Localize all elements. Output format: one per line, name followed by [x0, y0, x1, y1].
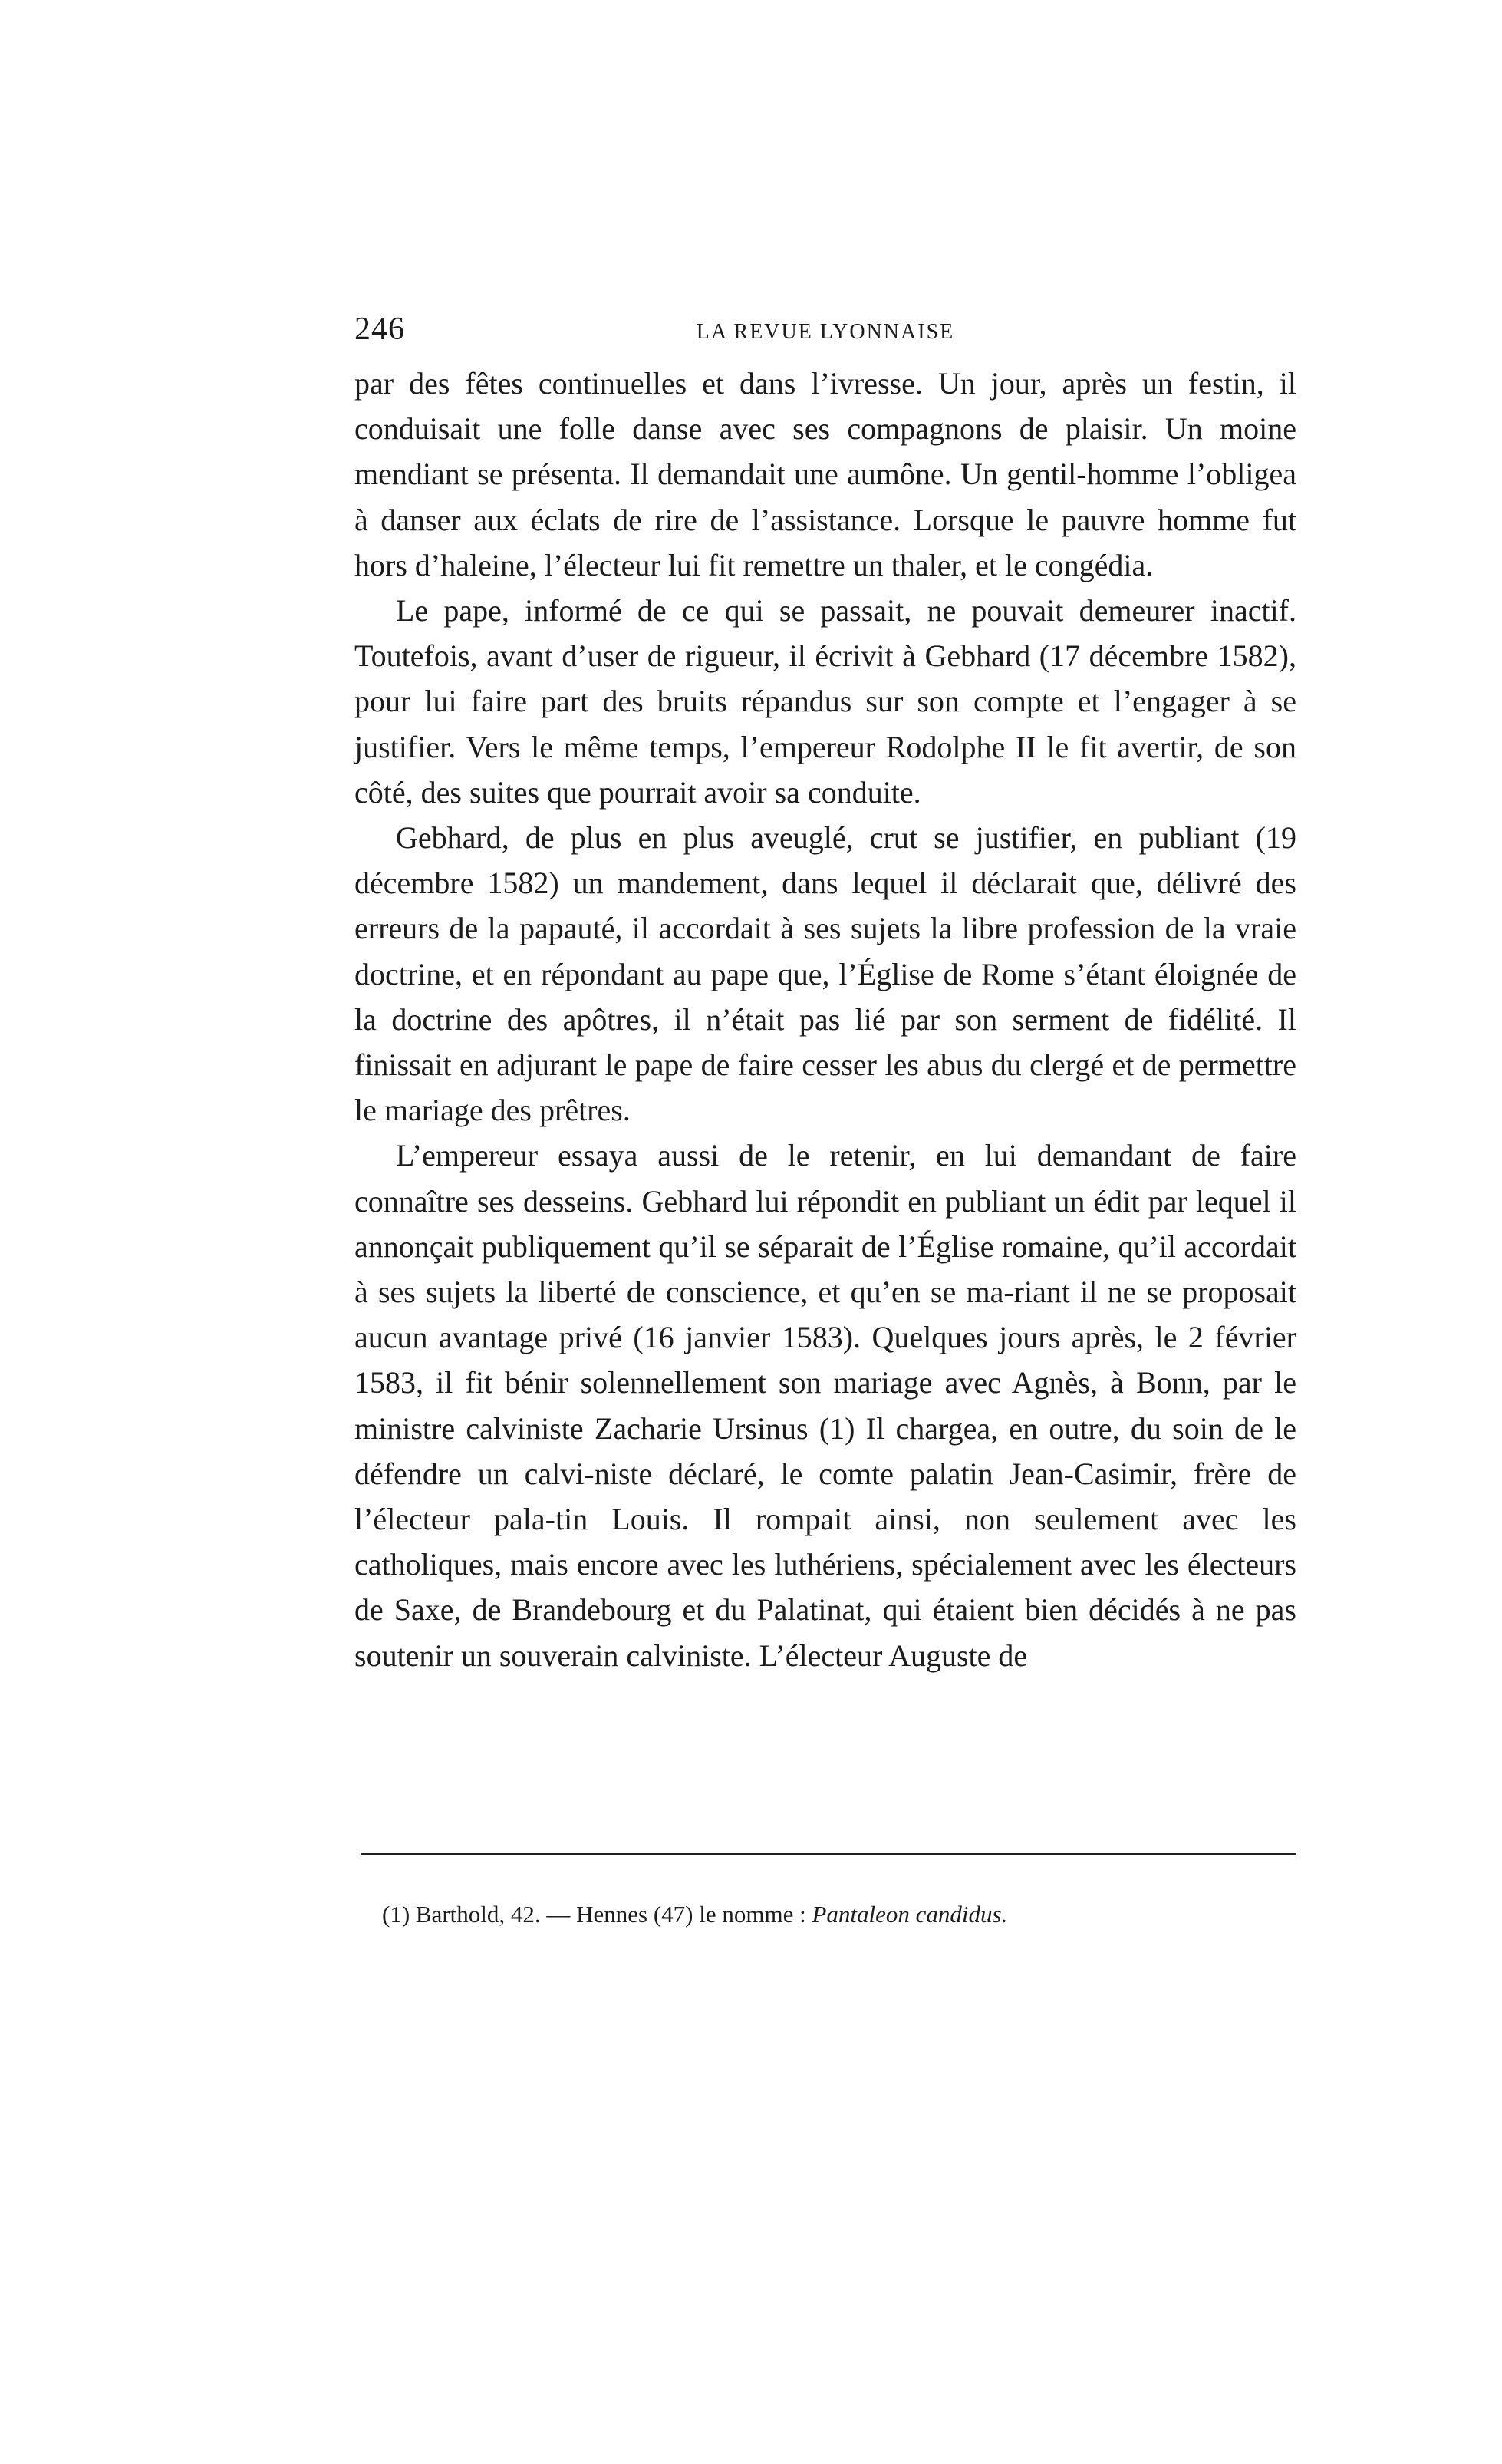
paragraph-3: Gebhard, de plus en plus aveuglé, crut se justifier, en publiant (19 décembre 1582) un mandement, dans lequel il déclarait que, délivré des erreurs de la papauté, il accordait à ses sujets la libre profession de la vraie doctrine, et en répondant au pape que, l’Église de Rome s’étant éloignée de la doctrine des apôtres, il n’était pas lié par son serment de fidélité. Il finissait en adjurant le pape de faire cesser les abus du clergé et de permettre le mariage des prêtres.	[354, 820, 1296, 1128]
footnote-italic: Pantaleon candidus.	[812, 1901, 1008, 1928]
page-header	[354, 311, 1296, 357]
paragraph-2: Le pape, informé de ce qui se passait, ne pouvait demeurer inactif. Toutefois, avant d’user de rigueur, il écrivit à Gebhard (17 décembre 1582), pour lui faire part des bruits répandus sur son compte et l’engager à se justifier. Vers le même temps, l’empereur Rodolphe II le fit avertir, de son côté, des suites que pourrait avoir sa conduite.	[354, 593, 1296, 810]
running-head: LA REVUE LYONNAISE	[696, 320, 955, 344]
body-text	[354, 361, 1296, 1678]
footnote-rule	[361, 1853, 1296, 1855]
paragraph-1: par des fêtes continuelles et dans l’ivresse. Un jour, après un festin, il conduisait une folle danse avec ses compagnons de plaisir. Un moine mendiant se présenta. Il demandait une aumône. Un gentil-homme l’obligea à danser aux éclats de rire de l’assistance. Lorsque le pauvre homme fut hors d’haleine, l’électeur lui fit remettre un thaler, et le congédia.	[354, 366, 1296, 582]
paragraph-4: L’empereur essaya aussi de le retenir, en lui demandant de faire connaître ses desseins. Gebhard lui répondit en publiant un édit par lequel il annonçait publiquement qu’il se séparait de l’Église romaine, qu’il accordait à ses sujets la liberté de conscience, et qu’en se ma-riant il ne se proposait aucun avantage privé (16 janvier 1583). Quelques jours après, le 2 février 1583, il fit bénir solennellement son mariage avec Agnès, à Bonn, par le ministre calviniste Zacharie Ursinus (1) Il chargea, en outre, du soin de le défendre un calvi-niste déclaré, le comte palatin Jean-Casimir, frère de l’électeur pala-tin Louis. Il rompait ainsi, non seulement avec les catholiques, mais encore avec les luthériens, spécialement avec les électeurs de Saxe, de Brandebourg et du Palatinat, qui étaient bien décidés à ne pas soutenir un souverain calviniste. L’électeur Auguste de	[354, 1138, 1296, 1673]
footnote-text: (1) Barthold, 42. — Hennes (47) le nomme :	[382, 1901, 812, 1928]
page-number: 246	[354, 312, 405, 347]
footnote	[382, 1899, 1264, 1930]
